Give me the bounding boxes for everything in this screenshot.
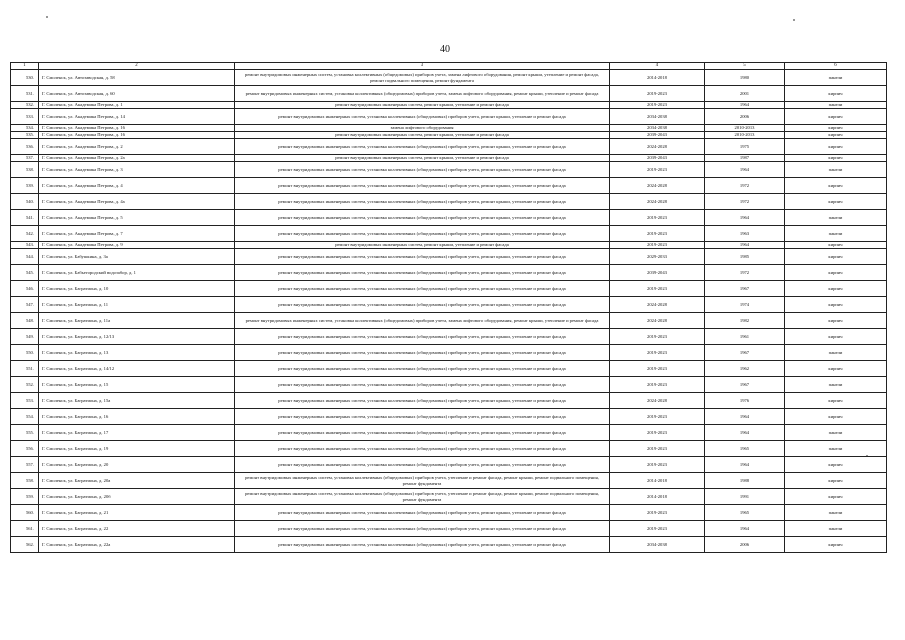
work-types-cell: ремонт внутридомовых инженерных систем, установка коллективных (общедомовых) приборов учета, замена лифтового оборудования, ремонт крыши, утепление и ремонт фасада bbox=[235, 86, 610, 102]
work-types-cell: ремонт внутридомовых инженерных систем, установка коллективных (общедомовых) приборов учета, ремонт крыши, утепление и ремонт фасада bbox=[235, 345, 610, 361]
work-types-cell: ремонт внутридомовых инженерных систем, ремонт крыши, утепление и ремонт фасада bbox=[235, 155, 610, 162]
work-types-cell: ремонт внутридомовых инженерных систем, установка коллективных (общедомовых) приборов учета, замена лифтового оборудования, ремонт крыши, утепление и ремонт фасада bbox=[235, 313, 610, 329]
wall-material-cell: кирпич bbox=[785, 132, 887, 139]
row-number-cell: 555. bbox=[11, 425, 39, 441]
table-row bbox=[11, 132, 887, 139]
address-cell: Г. Смоленск, ул. Багратиона, д. 15 bbox=[39, 377, 235, 393]
build-year-cell: 2006 bbox=[705, 109, 785, 125]
address-cell: Г. Смоленск, ул. Академика Петрова, д. 2 bbox=[39, 139, 235, 155]
work-types-cell: ремонт внутридомовых инженерных систем, установка коллективных (общедомовых) приборов учета, ремонт крыши, утепление и ремонт фасада bbox=[235, 281, 610, 297]
build-year-cell: 1964 bbox=[705, 102, 785, 109]
wall-material-cell: панели bbox=[785, 505, 887, 521]
wall-material-cell: кирпич bbox=[785, 249, 887, 265]
repair-period-cell: 2034-2038 bbox=[610, 109, 705, 125]
row-number-cell: 534. bbox=[11, 125, 39, 132]
work-types-cell: ремонт внутридомовых инженерных систем, установка коллективных (общедомовых) приборов учета, ремонт крыши, утепление и ремонт фасада bbox=[235, 297, 610, 313]
repair-period-cell: 2039-2043 bbox=[610, 132, 705, 139]
address-cell: Г. Смоленск, ул. Багратиона, д. 16 bbox=[39, 409, 235, 425]
row-number-cell: 552. bbox=[11, 377, 39, 393]
table-row bbox=[11, 86, 887, 102]
row-number-cell: 545. bbox=[11, 265, 39, 281]
address-cell: Г. Смоленск, ул. Багратиона, д. 17 bbox=[39, 425, 235, 441]
work-types-cell: ремонт внутридомовых инженерных систем, установка коллективных (общедомовых) приборов учета, утепление и ремонт фасада, ремонт крыши, ремонт подвального помещения, ремонт фундамента bbox=[235, 473, 610, 489]
repair-period-cell: 2024-2028 bbox=[610, 139, 705, 155]
address-cell: Г. Смоленск, ул. Багратиона, д. 14/12 bbox=[39, 361, 235, 377]
repair-period-cell: 2034-2038 bbox=[610, 537, 705, 553]
wall-material-cell: кирпич bbox=[785, 125, 887, 132]
repair-period-cell: 2019-2023 bbox=[610, 86, 705, 102]
address-cell: Г. Смоленск, ул. Академика Петрова, д. 7 bbox=[39, 226, 235, 242]
wall-material-cell: панели bbox=[785, 345, 887, 361]
build-year-cell: 1987 bbox=[705, 155, 785, 162]
row-number-cell: 538. bbox=[11, 162, 39, 178]
repair-period-cell: 2019-2023 bbox=[610, 226, 705, 242]
table-row bbox=[11, 210, 887, 226]
repair-period-cell: 2014-2018 bbox=[610, 473, 705, 489]
address-cell: Г. Смоленск, ул. Академика Петрова, д. 16 bbox=[39, 125, 235, 132]
row-number-cell: 557. bbox=[11, 457, 39, 473]
build-year-cell: 1982 bbox=[705, 313, 785, 329]
build-year-cell: 1967 bbox=[705, 377, 785, 393]
work-types-cell: ремонт внутридомовых инженерных систем, установка коллективных (общедомовых) приборов учета, ремонт крыши, утепление и ремонт фасада bbox=[235, 329, 610, 345]
work-types-cell: ремонт внутридомовых инженерных систем, установка коллективных (общедомовых) приборов учета, ремонт крыши, утепление и ремонт фасада bbox=[235, 521, 610, 537]
table-row bbox=[11, 242, 887, 249]
wall-material-cell: кирпич bbox=[785, 313, 887, 329]
address-cell: Г. Смоленск, ул. Багратиона, д. 11 bbox=[39, 297, 235, 313]
address-cell: Г. Смоленск, ул. Багратиона, д. 22а bbox=[39, 537, 235, 553]
address-cell: Г. Смоленск, ул. Багратиона, д. 20б bbox=[39, 489, 235, 505]
table-row bbox=[11, 409, 887, 425]
build-year-cell: 1976 bbox=[705, 393, 785, 409]
address-cell: Г. Смоленск, ул. Багратиона, д. 20а bbox=[39, 473, 235, 489]
repair-period-cell: 2024-2028 bbox=[610, 313, 705, 329]
table-row bbox=[11, 521, 887, 537]
repair-period-cell: 2029-2033 bbox=[610, 249, 705, 265]
repair-period-cell: 2019-2023 bbox=[610, 281, 705, 297]
row-number-cell: 556. bbox=[11, 441, 39, 457]
repair-period-cell: 2039-2043 bbox=[610, 265, 705, 281]
row-number-cell: 540. bbox=[11, 194, 39, 210]
scan-speck bbox=[46, 16, 48, 18]
address-cell: Г. Смоленск, ул. Автозаводская, д. 58 bbox=[39, 70, 235, 86]
table-row bbox=[11, 457, 887, 473]
wall-material-cell: кирпич bbox=[785, 86, 887, 102]
table-row bbox=[11, 489, 887, 505]
repair-period-cell: 2019-2023 bbox=[610, 329, 705, 345]
row-number-cell: 543. bbox=[11, 242, 39, 249]
address-cell: Г. Смоленск, ул. Академика Петрова, д. 2а bbox=[39, 155, 235, 162]
address-cell: Г. Смоленск, ул. Академика Петрова, д. 1 bbox=[39, 102, 235, 109]
row-number-cell: 535. bbox=[11, 132, 39, 139]
wall-material-cell: кирпич bbox=[785, 361, 887, 377]
row-number-cell: 562. bbox=[11, 537, 39, 553]
build-year-cell: 1972 bbox=[705, 194, 785, 210]
wall-material-cell: кирпич bbox=[785, 393, 887, 409]
wall-material-cell: панели bbox=[785, 102, 887, 109]
table-row bbox=[11, 249, 887, 265]
row-number-cell: 560. bbox=[11, 505, 39, 521]
address-cell: Г. Смоленск, ул. Багратиона, д. 12/13 bbox=[39, 329, 235, 345]
row-number-cell: 561. bbox=[11, 521, 39, 537]
build-year-cell: 1964 bbox=[705, 521, 785, 537]
build-year-cell: 1972 bbox=[705, 265, 785, 281]
work-types-cell: ремонт внутридомовых инженерных систем, установка коллективных (общедомовых) приборов учета, ремонт крыши, утепление и ремонт фасада bbox=[235, 457, 610, 473]
work-types-cell: ремонт внутридомовых инженерных систем, установка коллективных (общедомовых) приборов учета, ремонт крыши, утепление и ремонт фасада bbox=[235, 505, 610, 521]
wall-material-cell: панели bbox=[785, 226, 887, 242]
address-cell: Г. Смоленск, ул. Багратиона, д. 11а bbox=[39, 313, 235, 329]
build-year-cell: 1963 bbox=[705, 226, 785, 242]
row-number-cell: 533. bbox=[11, 109, 39, 125]
wall-material-cell: кирпич bbox=[785, 155, 887, 162]
column-header: 2 bbox=[39, 63, 235, 70]
wall-material-cell: кирпич bbox=[785, 457, 887, 473]
table-row bbox=[11, 109, 887, 125]
address-cell: Г. Смоленск, ул. Академика Петрова, д. 4 bbox=[39, 178, 235, 194]
repair-period-cell: 2019-2023 bbox=[610, 441, 705, 457]
table-row bbox=[11, 505, 887, 521]
address-cell: Г. Смоленск, ул. Академика Петрова, д. 3 bbox=[39, 162, 235, 178]
work-types-cell: ремонт внутридомовых инженерных систем, установка коллективных (общедомовых) приборов учета, ремонт крыши, утепление и ремонт фасада bbox=[235, 249, 610, 265]
build-year-cell: 1988 bbox=[705, 473, 785, 489]
work-types-cell: ремонт внутридомовых инженерных систем, установка коллективных (общедомовых) приборов учета, ремонт крыши, утепление и ремонт фасада bbox=[235, 139, 610, 155]
row-number-cell: 539. bbox=[11, 178, 39, 194]
work-types-cell: ремонт внутридомовых инженерных систем, установка коллективных (общедомовых) приборов учета, ремонт крыши, утепление и ремонт фасада bbox=[235, 162, 610, 178]
build-year-cell: 1964 bbox=[705, 210, 785, 226]
build-year-cell: 1991 bbox=[705, 489, 785, 505]
row-number-cell: 553. bbox=[11, 393, 39, 409]
wall-material-cell: кирпич bbox=[785, 537, 887, 553]
address-cell: Г. Смоленск, ул. Багратиона, д. 13 bbox=[39, 345, 235, 361]
row-number-cell: 541. bbox=[11, 210, 39, 226]
work-types-cell: замена лифтового оборудования bbox=[235, 125, 610, 132]
wall-material-cell: кирпич bbox=[785, 409, 887, 425]
repair-period-cell: 2019-2023 bbox=[610, 425, 705, 441]
table-row bbox=[11, 441, 887, 457]
wall-material-cell: кирпич bbox=[785, 489, 887, 505]
build-year-cell: 1964 bbox=[705, 425, 785, 441]
repair-period-cell: 2019-2023 bbox=[610, 409, 705, 425]
row-number-cell: 548. bbox=[11, 313, 39, 329]
build-year-cell: 2010-2013 bbox=[705, 125, 785, 132]
build-year-cell: 2001 bbox=[705, 86, 785, 102]
work-types-cell: ремонт внутридомовых инженерных систем, установка коллективных (общедомовых) приборов учета, ремонт крыши, утепление и ремонт фасада bbox=[235, 265, 610, 281]
table-row bbox=[11, 265, 887, 281]
repair-period-cell: 2019-2023 bbox=[610, 242, 705, 249]
work-types-cell: ремонт внутридомовых инженерных систем, установка коллективных (общедомовых) приборов учета, ремонт крыши, утепление и ремонт фасада bbox=[235, 537, 610, 553]
wall-material-cell: кирпич bbox=[785, 139, 887, 155]
build-year-cell: 1967 bbox=[705, 281, 785, 297]
table-row bbox=[11, 361, 887, 377]
work-types-cell: ремонт внутридомовых инженерных систем, установка коллективных (общедомовых) приборов учета, ремонт крыши, утепление и ремонт фасада bbox=[235, 425, 610, 441]
wall-material-cell: кирпич bbox=[785, 329, 887, 345]
address-cell: Г. Смоленск, ул. Бабьегородский водозабор, д. 1 bbox=[39, 265, 235, 281]
address-cell: Г. Смоленск, ул. Бабушкина, д. 3а bbox=[39, 249, 235, 265]
wall-material-cell: кирпич bbox=[785, 473, 887, 489]
build-year-cell: 1975 bbox=[705, 139, 785, 155]
work-types-cell: ремонт внутридомовых инженерных систем, установка коллективных (общедомовых) приборов учета, ремонт крыши, утепление и ремонт фасада bbox=[235, 226, 610, 242]
table-row bbox=[11, 162, 887, 178]
build-year-cell: 1974 bbox=[705, 297, 785, 313]
address-cell: Г. Смоленск, ул. Академика Петрова, д. 4а bbox=[39, 194, 235, 210]
work-types-cell: ремонт внутридомовых инженерных систем, установка коллективных (общедомовых) приборов учета, ремонт крыши, утепление и ремонт фасада bbox=[235, 210, 610, 226]
work-types-cell: ремонт внутридомовых инженерных систем, установка коллективных (общедомовых) приборов учета, замена лифтового оборудования, ремонт крыши, утепление и ремонт фасада, ремонт подвального помещения, ремонт фундамента bbox=[235, 70, 610, 86]
table-row bbox=[11, 297, 887, 313]
work-types-cell: ремонт внутридомовых инженерных систем, установка коллективных (общедомовых) приборов учета, ремонт крыши, утепление и ремонт фасада bbox=[235, 377, 610, 393]
column-header: 3 bbox=[235, 63, 610, 70]
repair-period-cell: 2014-2018 bbox=[610, 489, 705, 505]
table-row bbox=[11, 139, 887, 155]
build-year-cell: 1961 bbox=[705, 329, 785, 345]
address-cell: Г. Смоленск, ул. Багратиона, д. 19 bbox=[39, 441, 235, 457]
wall-material-cell: панели bbox=[785, 441, 887, 457]
row-number-cell: 537. bbox=[11, 155, 39, 162]
build-year-cell: 1980 bbox=[705, 70, 785, 86]
work-types-cell: ремонт внутридомовых инженерных систем, ремонт крыши, утепление и ремонт фасада bbox=[235, 242, 610, 249]
table-row bbox=[11, 155, 887, 162]
work-types-cell: ремонт внутридомовых инженерных систем, установка коллективных (общедомовых) приборов учета, ремонт крыши, утепление и ремонт фасада bbox=[235, 361, 610, 377]
row-number-cell: 531. bbox=[11, 86, 39, 102]
wall-material-cell: кирпич bbox=[785, 265, 887, 281]
address-cell: Г. Смоленск, ул. Багратиона, д. 21 bbox=[39, 505, 235, 521]
repair-period-cell: 2019-2023 bbox=[610, 162, 705, 178]
table-body bbox=[11, 70, 887, 553]
row-number-cell: 530. bbox=[11, 70, 39, 86]
build-year-cell: 1985 bbox=[705, 249, 785, 265]
table-row bbox=[11, 345, 887, 361]
wall-material-cell: панели bbox=[785, 377, 887, 393]
wall-material-cell: панели bbox=[785, 70, 887, 86]
build-year-cell: 1967 bbox=[705, 345, 785, 361]
row-number-cell: 558. bbox=[11, 473, 39, 489]
repair-period-cell: 2024-2028 bbox=[610, 178, 705, 194]
build-year-cell: 1964 bbox=[705, 409, 785, 425]
wall-material-cell: кирпич bbox=[785, 281, 887, 297]
column-header: 5 bbox=[705, 63, 785, 70]
column-number-row bbox=[11, 63, 887, 70]
row-number-cell: 554. bbox=[11, 409, 39, 425]
repair-period-cell: 2019-2023 bbox=[610, 521, 705, 537]
address-cell: Г. Смоленск, ул. Академика Петрова, д. 9 bbox=[39, 242, 235, 249]
table-row bbox=[11, 226, 887, 242]
table-row bbox=[11, 329, 887, 345]
row-number-cell: 549. bbox=[11, 329, 39, 345]
repair-period-cell: 2019-2023 bbox=[610, 102, 705, 109]
wall-material-cell: кирпич bbox=[785, 109, 887, 125]
repair-period-cell: 2024-2028 bbox=[610, 393, 705, 409]
work-types-cell: ремонт внутридомовых инженерных систем, установка коллективных (общедомовых) приборов учета, ремонт крыши, утепление и ремонт фасада bbox=[235, 194, 610, 210]
repair-period-cell: 2024-2028 bbox=[610, 194, 705, 210]
build-year-cell: 1964 bbox=[705, 242, 785, 249]
capital-repair-table bbox=[10, 62, 887, 553]
column-header: 4 bbox=[610, 63, 705, 70]
repair-period-cell: 2024-2028 bbox=[610, 297, 705, 313]
table-row bbox=[11, 102, 887, 109]
table-row bbox=[11, 393, 887, 409]
address-cell: Г. Смоленск, ул. Багратиона, д. 20 bbox=[39, 457, 235, 473]
wall-material-cell: кирпич bbox=[785, 297, 887, 313]
build-year-cell: 1962 bbox=[705, 361, 785, 377]
work-types-cell: ремонт внутридомовых инженерных систем, ремонт крыши, утепление и ремонт фасада bbox=[235, 132, 610, 139]
row-number-cell: 559. bbox=[11, 489, 39, 505]
row-number-cell: 542. bbox=[11, 226, 39, 242]
work-types-cell: ремонт внутридомовых инженерных систем, установка коллективных (общедомовых) приборов учета, ремонт крыши, утепление и ремонт фасада bbox=[235, 409, 610, 425]
column-header: 6 bbox=[785, 63, 887, 70]
wall-material-cell: панели bbox=[785, 521, 887, 537]
build-year-cell: 1964 bbox=[705, 457, 785, 473]
row-number-cell: 546. bbox=[11, 281, 39, 297]
wall-material-cell: панели bbox=[785, 162, 887, 178]
table-row bbox=[11, 281, 887, 297]
wall-material-cell: панели bbox=[785, 425, 887, 441]
address-cell: Г. Смоленск, ул. Автозаводская, д. 60 bbox=[39, 86, 235, 102]
repair-period-cell: 2034-2038 bbox=[610, 125, 705, 132]
table-row bbox=[11, 125, 887, 132]
address-cell: Г. Смоленск, ул. Багратиона, д. 22 bbox=[39, 521, 235, 537]
repair-period-cell: 2019-2023 bbox=[610, 345, 705, 361]
wall-material-cell: кирпич bbox=[785, 178, 887, 194]
address-cell: Г. Смоленск, ул. Багратиона, д. 10 bbox=[39, 281, 235, 297]
work-types-cell: ремонт внутридомовых инженерных систем, установка коллективных (общедомовых) приборов учета, ремонт крыши, утепление и ремонт фасада bbox=[235, 441, 610, 457]
column-header: 1 bbox=[11, 63, 39, 70]
repair-period-cell: 2019-2023 bbox=[610, 505, 705, 521]
build-year-cell: 1964 bbox=[705, 162, 785, 178]
row-number-cell: 547. bbox=[11, 297, 39, 313]
repair-period-cell: 2014-2018 bbox=[610, 70, 705, 86]
scan-speck bbox=[793, 19, 795, 21]
table-row bbox=[11, 377, 887, 393]
row-number-cell: 551. bbox=[11, 361, 39, 377]
build-year-cell: 2010-2013 bbox=[705, 132, 785, 139]
address-cell: Г. Смоленск, ул. Багратиона, д. 15а bbox=[39, 393, 235, 409]
row-number-cell: 536. bbox=[11, 139, 39, 155]
table-row bbox=[11, 537, 887, 553]
page-number: 40 bbox=[440, 44, 450, 55]
work-types-cell: ремонт внутридомовых инженерных систем, установка коллективных (общедомовых) приборов учета, ремонт крыши, утепление и ремонт фасада bbox=[235, 393, 610, 409]
build-year-cell: 1965 bbox=[705, 505, 785, 521]
table-row bbox=[11, 194, 887, 210]
repair-period-cell: 2019-2023 bbox=[610, 210, 705, 226]
wall-material-cell: кирпич bbox=[785, 194, 887, 210]
repair-period-cell: 2039-2043 bbox=[610, 155, 705, 162]
work-types-cell: ремонт внутридомовых инженерных систем, установка коллективных (общедомовых) приборов учета, ремонт крыши, утепление и ремонт фасада bbox=[235, 178, 610, 194]
repair-period-cell: 2019-2023 bbox=[610, 457, 705, 473]
wall-material-cell: кирпич bbox=[785, 242, 887, 249]
build-year-cell: 2006 bbox=[705, 537, 785, 553]
build-year-cell: 1972 bbox=[705, 178, 785, 194]
repair-period-cell: 2019-2023 bbox=[610, 361, 705, 377]
row-number-cell: 550. bbox=[11, 345, 39, 361]
work-types-cell: ремонт внутридомовых инженерных систем, установка коллективных (общедомовых) приборов учета, ремонт крыши, утепление и ремонт фасада bbox=[235, 109, 610, 125]
table-row bbox=[11, 473, 887, 489]
repair-period-cell: 2019-2023 bbox=[610, 377, 705, 393]
address-cell: Г. Смоленск, ул. Академика Петрова, д. 16 bbox=[39, 132, 235, 139]
row-number-cell: 544. bbox=[11, 249, 39, 265]
table-row bbox=[11, 178, 887, 194]
wall-material-cell: панели bbox=[785, 210, 887, 226]
table-row bbox=[11, 70, 887, 86]
address-cell: Г. Смоленск, ул. Академика Петрова, д. 14 bbox=[39, 109, 235, 125]
table-row bbox=[11, 313, 887, 329]
work-types-cell: ремонт внутридомовых инженерных систем, установка коллективных (общедомовых) приборов учета, утепление и ремонт фасада, ремонт крыши, ремонт подвального помещения, ремонт фундамента bbox=[235, 489, 610, 505]
row-number-cell: 532. bbox=[11, 102, 39, 109]
address-cell: Г. Смоленск, ул. Академика Петрова, д. 5 bbox=[39, 210, 235, 226]
table-row bbox=[11, 425, 887, 441]
work-types-cell: ремонт внутридомовых инженерных систем, ремонт крыши, утепление и ремонт фасада bbox=[235, 102, 610, 109]
build-year-cell: 1965 bbox=[705, 441, 785, 457]
